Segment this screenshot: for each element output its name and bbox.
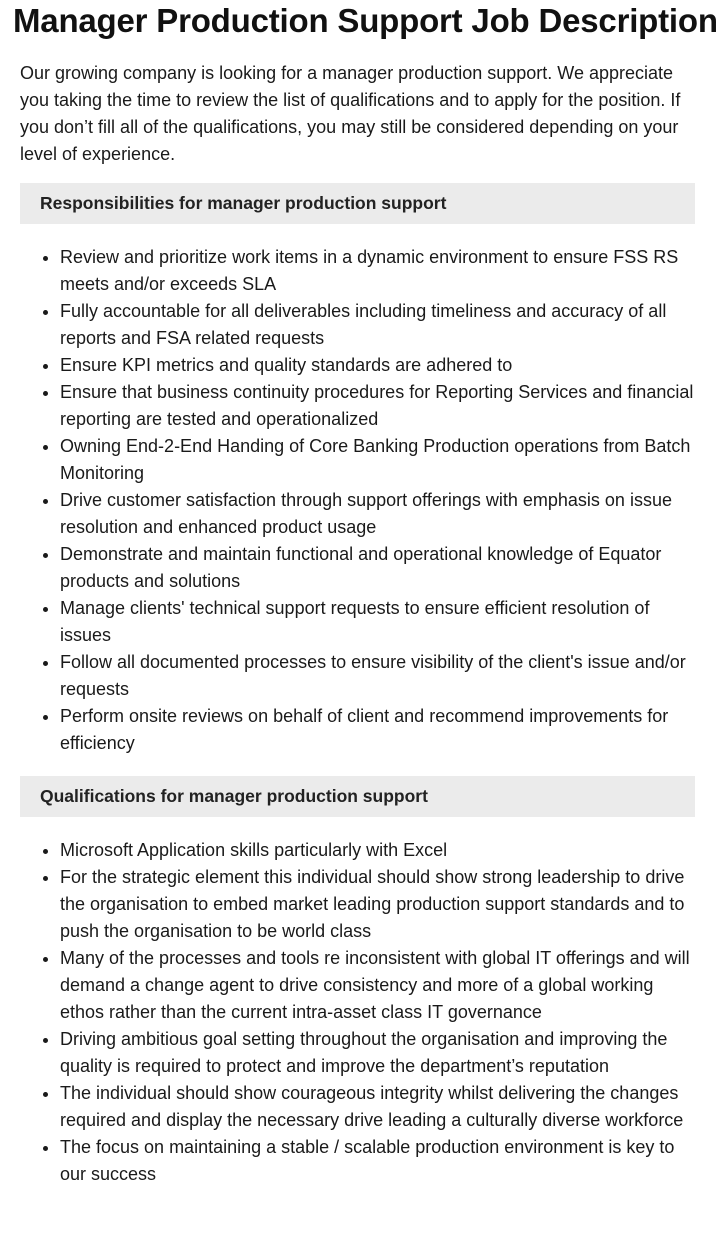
list-item: • Owning End-2-End Handing of Core Banking Production operations from Batch Monitoring xyxy=(60,433,695,487)
list-item: • The individual should show courageous integrity whilst delivering the changes required and display the necessary drive leading a culturally diverse workforce xyxy=(60,1080,695,1134)
list-item: • Demonstrate and maintain functional and operational knowledge of Equator products and solutions xyxy=(60,541,695,595)
responsibilities-heading: Responsibilities for manager production support xyxy=(20,183,695,224)
list-item: • Fully accountable for all deliverables including timeliness and accuracy of all reports and FSA related requests xyxy=(60,298,695,352)
list-item: • For the strategic element this individual should show strong leadership to drive the organisation to embed market leading production support standards and to push the organisation to be world class xyxy=(60,864,695,945)
list-item: • Many of the processes and tools re inconsistent with global IT offerings and will demand a change agent to drive consistency and more of a global working ethos rather than the current intra-asset class IT governance xyxy=(60,945,695,1026)
list-item: • Ensure that business continuity procedures for Reporting Services and financial reporting are tested and operationalized xyxy=(60,379,695,433)
list-item: • Ensure KPI metrics and quality standards are adhered to xyxy=(60,352,695,379)
qualifications-heading: Qualifications for manager production support xyxy=(20,776,695,817)
list-item: • Review and prioritize work items in a dynamic environment to ensure FSS RS meets and/or exceeds SLA xyxy=(60,244,695,298)
list-item: • Follow all documented processes to ensure visibility of the client's issue and/or requests xyxy=(60,649,695,703)
list-item: • Manage clients' technical support requests to ensure efficient resolution of issues xyxy=(60,595,695,649)
list-item: • Drive customer satisfaction through support offerings with emphasis on issue resolution and enhanced product usage xyxy=(60,487,695,541)
responsibilities-list xyxy=(20,244,695,757)
list-item: • Driving ambitious goal setting throughout the organisation and improving the quality is required to protect and improve the department’s reputation xyxy=(60,1026,695,1080)
list-item: • The focus on maintaining a stable / scalable production environment is key to our success xyxy=(60,1134,695,1188)
list-item: • Perform onsite reviews on behalf of client and recommend improvements for efficiency xyxy=(60,703,695,757)
intro-paragraph: Our growing company is looking for a manager production support. We appreciate you taking the time to review the list of qualifications and to apply for the position. If you don’t fill all of the qualifications, you may still be considered depending on your level of experience. xyxy=(20,63,681,164)
qualifications-list xyxy=(20,837,695,1188)
page-title: Manager Production Support Job Description xyxy=(13,2,718,39)
list-item: • Microsoft Application skills particularly with Excel xyxy=(60,837,695,864)
